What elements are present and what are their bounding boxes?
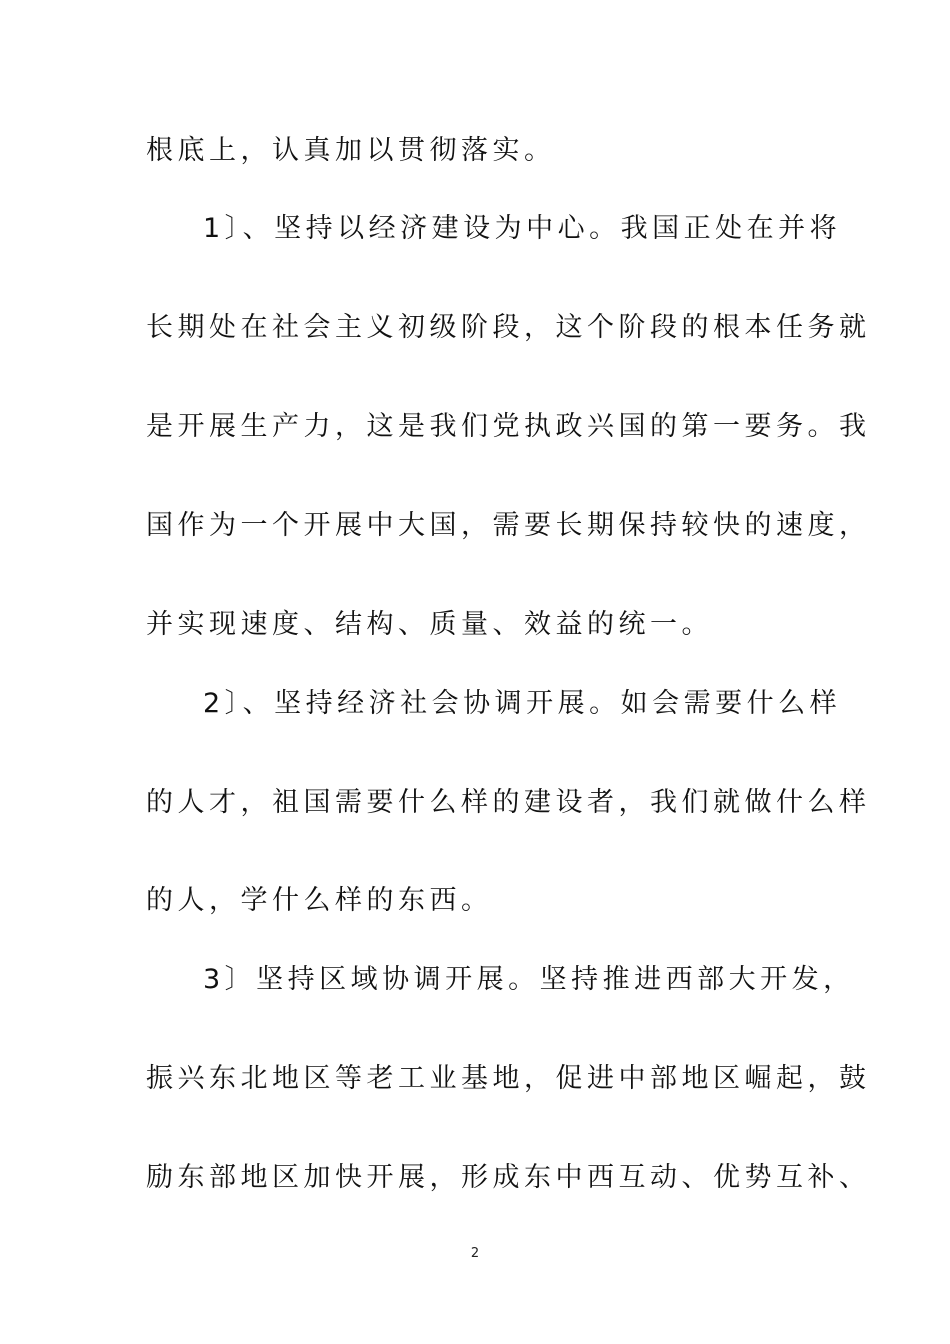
- paragraph-line: 的人，学什么样的东西。: [146, 885, 493, 916]
- paragraph-line: 并实现速度、结构、质量、效益的统一。: [146, 609, 713, 640]
- paragraph-line: 2〕、坚持经济社会协调开展。如会需要什么样: [203, 688, 842, 719]
- paragraph-line: 是开展生产力，这是我们党执政兴国的第一要务。我: [146, 411, 871, 442]
- paragraph-line: 的人才，祖国需要什么样的建设者，我们就做什么样: [146, 787, 871, 818]
- paragraph-line: 振兴东北地区等老工业基地，促进中部地区崛起，鼓: [146, 1063, 871, 1094]
- page-number: 2: [470, 1246, 480, 1261]
- paragraph-line: 根底上，认真加以贯彻落实。: [146, 135, 556, 166]
- paragraph-line: 国作为一个开展中大国，需要长期保持较快的速度，: [146, 510, 871, 541]
- paragraph-line: 励东部地区加快开展，形成东中西互动、优势互补、: [146, 1162, 871, 1193]
- paragraph-line: 3〕坚持区域协调开展。坚持推进西部大开发，: [203, 964, 855, 995]
- paragraph-line: 长期处在社会主义初级阶段，这个阶段的根本任务就: [146, 312, 871, 343]
- paragraph-line: 1〕、坚持以经济建设为中心。我国正处在并将: [203, 213, 842, 244]
